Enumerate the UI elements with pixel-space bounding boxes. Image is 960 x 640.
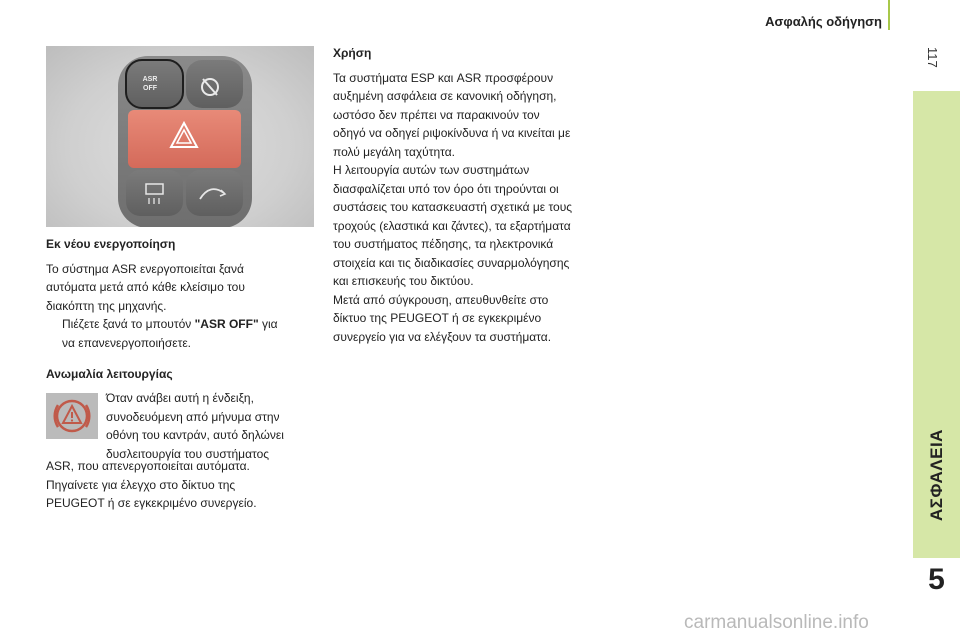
usage-section (333, 44, 608, 346)
malfunction-line5: ASR, που απενεργοποιείται αυτόματα. (46, 459, 250, 473)
usage-line: οδηγό να οδηγεί ριψοκίνδυνα ή να κινείται με (333, 126, 571, 140)
malfunction-line1: Όταν ανάβει αυτή η ένδειξη, (106, 391, 254, 405)
rear-defrost-button (126, 170, 183, 216)
usage-line: Η λειτουργία αυτών των συστημάτων (333, 163, 530, 177)
asr-label-1: ASR (142, 76, 158, 83)
malfunction-line2: συνοδευόμενη από μήνυμα στην (106, 409, 280, 424)
watermark: carmanualsonline.info (684, 612, 869, 633)
usage-line: Τα συστήματα ESP και ASR προσφέρουν (333, 70, 554, 85)
malfunction-text-beside-icon (106, 389, 311, 463)
reactivation-heading: Εκ νέου ενεργοποίηση (46, 237, 176, 251)
usage-line: συνεργείο για να ελέγξουν τα συστήματα. (333, 329, 552, 344)
reactivation-bullet (46, 315, 311, 352)
page-number: 117 (925, 47, 940, 68)
usage-line: και επισκευής του δικτύου. (333, 274, 474, 288)
malfunction-line3: οθόνη του καντράν, αυτό δηλώνει (106, 428, 284, 442)
header-title: Ασφαλής οδήγηση (765, 14, 882, 29)
recirculation-button (186, 170, 243, 216)
header-rule (888, 0, 890, 30)
hazard-button (128, 110, 241, 168)
chapter-number: 5 (928, 563, 945, 596)
asr-label-2: OFF (143, 85, 157, 92)
usage-line: αυξημένη ασφάλεια σε κανονική οδήγηση, (333, 89, 557, 103)
usage-line: συστάσεις του κατασκευαστή σχετικά με τους (333, 200, 573, 214)
usage-line: διασφαλίζεται υπό τον όρο ότι τηρούνται οι (333, 181, 559, 196)
bullet-text-post: για (258, 317, 278, 331)
chapter-label (913, 400, 960, 550)
malfunction-line7: PEUGEOT ή σε εγκεκριμένο συνεργείο. (46, 496, 257, 510)
bullet-text-pre: Πιέζετε ξανά το μπουτόν (62, 317, 195, 331)
reactivation-section (46, 235, 311, 352)
malfunction-section (46, 365, 311, 384)
asr-off-button (126, 60, 183, 108)
usage-line: δίκτυο της PEUGEOT ή σε εγκεκριμένο (333, 311, 542, 325)
reactivation-line2: αυτόματα μετά από κάθε κλείσιμο του (46, 280, 245, 294)
usage-line: τροχούς (ελαστικά και ζάντες), τα εξαρτήματα (333, 218, 571, 233)
bullet-arrow-icon (46, 315, 62, 352)
bullet-text-bold: "ASR OFF" (194, 317, 259, 331)
malfunction-text-below (46, 457, 311, 513)
malfunction-heading: Ανωμαλία λειτουργίας (46, 367, 173, 381)
reactivation-line1: Το σύστημα ASR ενεργοποιείται ξανά (46, 261, 244, 276)
warning-lamp-icon (46, 393, 98, 439)
malfunction-line4: δυσλειτουργία του συστήματος (106, 446, 270, 461)
usage-line: Μετά από σύγκρουση, απευθυνθείτε στο (333, 292, 549, 307)
usage-line: του συστήματος πέδησης, τα ηλεκτρονικά (333, 237, 554, 251)
usage-line: πολύ μεγάλη ταχύτητα. (333, 144, 455, 159)
esp-button (186, 60, 243, 108)
bullet-text-line2: να επανενεργοποιήσετε. (62, 335, 191, 350)
malfunction-line6: Πηγαίνετε για έλεγχο στο δίκτυο της (46, 477, 236, 492)
usage-line: ωστόσο δεν πρέπει να παρακινούν τον (333, 107, 540, 122)
usage-heading: Χρήση (333, 46, 372, 60)
chapter-label-text: ΑΣΦΑΛΕΙΑ (926, 429, 946, 521)
reactivation-line3: διακόπτη της μηχανής. (46, 298, 167, 313)
dashboard-switch-photo (46, 46, 314, 227)
chapter-side-tab (913, 91, 960, 558)
usage-line: στοιχεία και τις διαδικασίες συναρμολόγησης (333, 255, 570, 270)
